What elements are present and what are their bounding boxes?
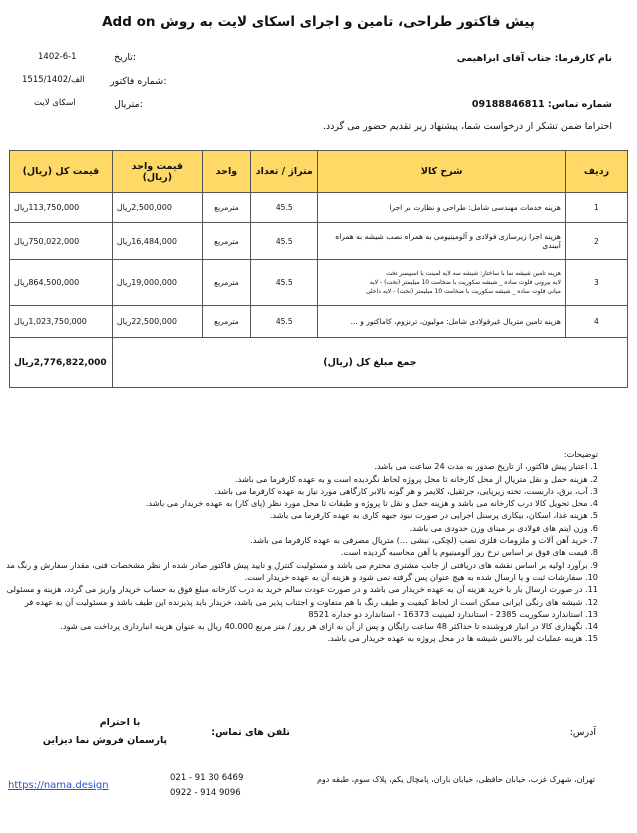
sum-value: 2,776,822,000ریال <box>10 338 113 388</box>
notes-section <box>8 448 598 645</box>
row-desc-sub: لایه بیرونی فلوت ساده _ شیشه سکوریت با ضخامت 10 میلیمتر (تخت) - لایه <box>369 279 561 286</box>
address-text: تهران، شهرک غرب، خیابان حافظی، خیابان باران، پامچال یکم، پلاک سوم، طبقه دوم <box>316 775 595 784</box>
note-item: 4. محل تحویل کالا درب کارخانه می باشد و هزینه حمل و نقل تا پروژه و طبقات تا محل مورد نظر (پای کار) به عهده خریدار می باشد. <box>145 498 598 509</box>
row-desc: هزینه تامین متریال غیرفولادی شامل: مولیون، ترنزوم، کاماکتور و ... <box>318 306 565 338</box>
row-desc: هزینه تامین شیشه نما با ساختار: شیشه سه لایه لمینت با اسپیسر تخت <box>386 270 561 277</box>
document-title: پیش فاکتور طراحی، تامین و اجرای اسکای لایت به روش Add on <box>102 14 535 30</box>
row-unit: مترمربع <box>202 260 250 306</box>
note-item: 7. خرید آهن آلات و ملزومات فلزی نصب (لچکی، نبشی ...) متریال مصرفی به عهده کارفرما می باشد. <box>250 535 598 546</box>
client-value: جناب آقای ابراهیمی <box>456 53 552 64</box>
row-unit: مترمربع <box>202 193 250 223</box>
phone-value: 09188846811 <box>471 99 545 110</box>
row-total: 1,023,750,000ریال <box>10 306 113 338</box>
note-item: 10. سفارشات ثبت و یا ارسال شده به هیچ عنوان پس گرفته نمی شود و هزینه آن به عهده خریدار است. <box>244 571 598 582</box>
note-item: 1. اعتبار پیش فاکتور، از تاریخ صدور به مدت 24 ساعت می باشد. <box>374 461 598 472</box>
header-total: قیمت کل (ریال) <box>10 151 113 193</box>
row-unit-price: 19,000,000ریال <box>112 260 202 306</box>
row-area: 45.5 <box>251 306 318 338</box>
row-no: 3 <box>565 260 627 306</box>
table-header-row <box>10 151 628 193</box>
intro-text: احتراما ضمن تشکر از درخواست شما، پیشنهاد زیر تقدیم حضور می گردد. <box>322 121 612 132</box>
note-item: 6. وزن اینم های فولادی بر مبنای وزن حدودی می باشد. <box>409 522 598 533</box>
row-unit: مترمربع <box>202 306 250 338</box>
client-line <box>457 53 612 64</box>
company-name: پارسمان فروش نما دیزاین <box>42 735 168 746</box>
row-unit-price: 2,500,000ریال <box>112 193 202 223</box>
header-unit: واحد <box>202 151 250 193</box>
row-desc-cell <box>318 260 565 306</box>
row-total: 864,500,000ریال <box>10 260 113 306</box>
header-unit-price: قیمت واحد (ریال) <box>112 151 202 193</box>
invoice-label: شماره فاکتور: <box>110 76 167 87</box>
note-item: 3. آب، برق، داربست، تخته زیرپایی، جرثقیل، کلایمر و هر گونه بالابر کارگاهی مورد نیاز به عهده کارفرما می باشد. <box>214 485 598 496</box>
note-item: 5. هزینه غذا، اسکان، بیکاری پرسنل اجرایی در صورت نبود جبهه کاری به عهده کارفرما می باشد. <box>269 510 598 521</box>
address-label: آدرس: <box>569 727 596 738</box>
row-desc-sub: میانی فلوت ساده _ شیشه سکوریت با ضخامت 10 میلیمتر (تخت) - لایه داخلی <box>365 288 561 295</box>
phones-label: تلفن های تماس: <box>211 727 290 738</box>
note-item: 8. قیمت های فوق بر اساس نرخ روز آلومینیوم یا آهن محاسبه گردیده است. <box>340 547 598 558</box>
row-total: 113,750,000ریال <box>10 193 113 223</box>
table-row <box>10 223 628 260</box>
row-unit-price: 22,500,000ریال <box>112 306 202 338</box>
note-item: 13. استاندارد سکوریت 2385 - استاندارد لمینیت 16373 - استاندارد دو جداره 8521 <box>308 608 598 619</box>
phone-1: 021 - 91 30 6469 <box>170 773 244 783</box>
row-no: 1 <box>565 193 627 223</box>
row-no: 4 <box>565 306 627 338</box>
material-value: اسکای لایت <box>34 98 76 108</box>
row-unit: مترمربع <box>202 223 250 260</box>
header-desc: شرح کالا <box>318 151 565 193</box>
invoice-value: 1515/الف/1402 <box>22 75 85 85</box>
row-desc: هزینه اجرا زیرسازی فولادی و آلومینیومی به همراه نصب شیشه به همراه آببندی <box>318 223 565 260</box>
note-item: 15. هزینه عملیات لیر بالانس شیشه ها در محل پروژه به عهده خریدار می باشد. <box>327 633 598 644</box>
table-row <box>10 306 628 338</box>
sum-label: جمع مبلغ کل (ریال) <box>112 338 627 388</box>
row-total: 750,022,000ریال <box>10 223 113 260</box>
regards-text: با احترام <box>99 717 141 728</box>
phone-label: شماره تماس: <box>547 99 612 110</box>
note-item: 12. شیشه های رنگی ایرانی ممکن است از لحاظ کیفیت و طیف رنگ با هم متفاوت و اجتناب پذیر می باشد، خریدار باید پذیرنده این طیف باشد و مسئولیت آن به عهده فر <box>24 596 598 607</box>
table-row <box>10 193 628 223</box>
client-label: نام کارفرما: <box>554 53 612 64</box>
note-item: 11. در صورت ارسال بار با خرید هزینه آن به عهده خریدار می باشد و در صورت عودت سالم خرید به درب کارخانه مبلغ فوق به حساب خریدار واریز می گردد، هزینه و مسئولی <box>6 584 598 595</box>
header-area: متراژ / تعداد <box>251 151 318 193</box>
note-item: 2. هزینه حمل و نقل متریال از محل کارخانه تا محل پروژه لحاظ نگردیده است و به عهده کارفرما می باشد. <box>235 473 598 484</box>
row-desc: هزینه خدمات مهندسی شامل: طراحی و نظارت بر اجرا <box>318 193 565 223</box>
notes-title: توضیحات: <box>563 449 598 459</box>
website-link[interactable]: https://nama.design <box>8 780 109 791</box>
row-area: 45.5 <box>251 193 318 223</box>
date-value: 1402-6-1 <box>38 52 77 62</box>
material-label: متریال: <box>114 99 143 110</box>
note-item: 14. نگهداری کالا در انبار فروشنده تا حداکثر 48 ساعت رایگان و پس از آن به ازای هر روز / متر مربع 40.000 ریال به عنوان هزینه انبارداری پرداخت می شود. <box>60 621 598 632</box>
row-area: 45.5 <box>251 223 318 260</box>
table-sum-row <box>10 338 628 388</box>
phone-2: 0922 - 914 9096 <box>170 788 241 798</box>
note-item: 9. برآورد اولیه بر اساس نقشه های دریافتی از جانب مشتری محترم می باشد و مسئولیت کنترل و تایید پیش فاکتور صادر شده از نظر مشخصات فنی، مقدار سفارش و رنگ مد <box>6 559 598 570</box>
items-table <box>9 150 628 388</box>
row-area: 45.5 <box>251 260 318 306</box>
row-no: 2 <box>565 223 627 260</box>
row-unit-price: 16,484,000ریال <box>112 223 202 260</box>
table-row <box>10 260 628 306</box>
header-row-no: ردیف <box>565 151 627 193</box>
phone-line <box>472 99 612 110</box>
date-label: تاریخ: <box>114 52 137 63</box>
